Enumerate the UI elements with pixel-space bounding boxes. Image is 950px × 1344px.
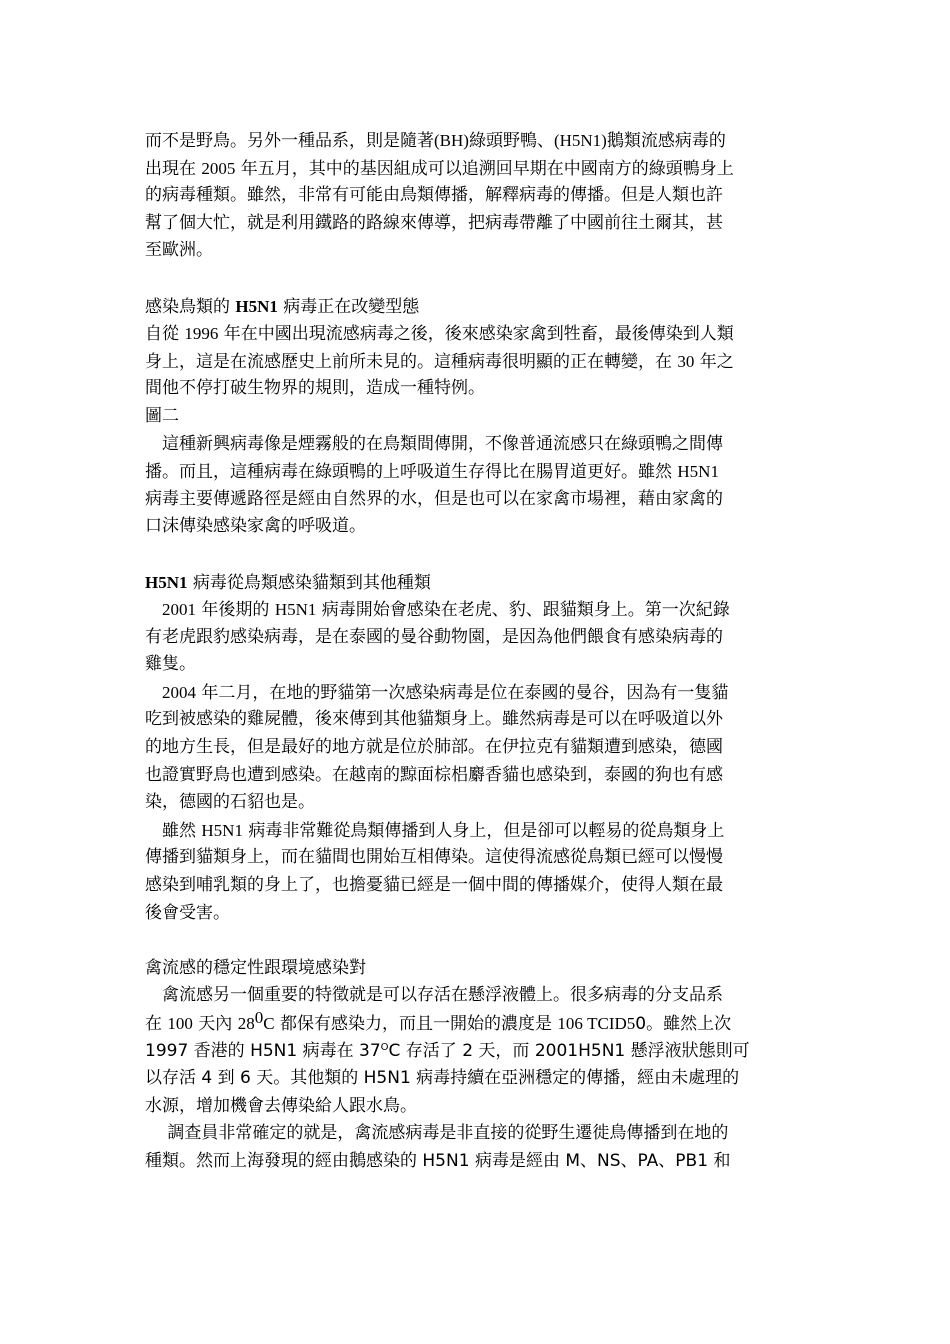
text-run: 年在中國出現流感病毒之後，後來感染家禽到牲畜，最後傳染到人類 <box>218 324 734 345</box>
paragraph-line <box>145 1038 810 1066</box>
text-run <box>145 600 162 620</box>
text-run: 病毒正在改變型態 <box>277 296 420 317</box>
section-heading: 禽流感的穩定性跟環境感染對 <box>145 957 366 978</box>
text-run: 年之 <box>694 351 734 372</box>
paragraph-line <box>145 817 810 845</box>
paragraph-line: 吃到被感染的雞屍體，後來傳到其他貓類身上。雖然病毒是可以在呼吸道以外 <box>145 709 723 730</box>
paragraph-line <box>145 431 810 459</box>
text-run: 30 <box>677 351 695 371</box>
superscript: 0 <box>254 1008 264 1027</box>
text-run: C <box>263 1014 275 1033</box>
text-run: 2001 <box>162 600 196 620</box>
text-run: 這種新興病毒像是煙霧般的在鳥類間傳開，不像普通流感只在綠頭鴨之間傳 <box>145 433 723 454</box>
text-run: 2005 <box>201 158 236 178</box>
section-heading <box>145 293 810 321</box>
paragraph-line: 也證實野鳥也遭到感染。在越南的黥面棕梠麝香貓也感染到，泰國的狗也有感 <box>145 764 723 785</box>
text-run: 0。雖然上次 <box>635 1014 732 1034</box>
text-run: 而不是野鳥。另外一種品系，則是隨著 <box>145 131 434 151</box>
blank-line <box>145 927 810 955</box>
paragraph-line: 有老虎跟豹感染病毒，是在泰國的曼谷動物園，是因為他們餵食有感染病毒的 <box>145 626 723 647</box>
paragraph-line: 幫了個大忙，就是利用鐵路的路線來傳導，把病毒帶離了中國前往土爾其，甚 <box>145 212 723 233</box>
text-run: 病毒開始會感染在老虎、豹、跟貓類身上。第一次紀錄 <box>316 600 730 621</box>
text-run: H5N1 <box>274 600 317 620</box>
text-run: (BH) <box>434 131 469 150</box>
text-run: 年二月，在地的野貓第一次感染病毒是位在泰國的曼谷，因為有一隻貓 <box>196 682 729 703</box>
figure-label: 圖二 <box>145 405 179 426</box>
text-run: H5N1 <box>677 462 719 482</box>
paragraph-line: 口沫傳染感染家禽的呼吸道。 <box>145 516 366 537</box>
text-run: H5N1 <box>235 296 278 316</box>
text-run: 病毒非常難從鳥類傳播到人身上，但是卻可以輕易的從鳥類身上 <box>242 820 725 841</box>
paragraph-line <box>145 127 810 155</box>
paragraph-line: 水源，增加機會去傳染給人跟水鳥。 <box>145 1095 417 1116</box>
text-run: 2004 <box>162 682 196 702</box>
blank-line <box>145 541 810 569</box>
paragraph-line: 間他不停打破生物界的規則，造成一種特例。 <box>145 378 485 399</box>
paragraph-line: 以存活 4 到 6 天。其他類的 H5N1 病毒持續在亞洲穩定的傳播，經由未處理的 <box>145 1068 740 1089</box>
text-run: 1997 香港的 H5N1 病毒在 37 <box>145 1040 381 1061</box>
paragraph-line: 調查員非常確定的就是，禽流感病毒是非直接的從野生遷徙鳥傳播到在地的 <box>145 1123 729 1144</box>
text-run: 自從 <box>145 324 185 345</box>
text-run: 出現在 <box>145 158 202 179</box>
document-page <box>145 127 810 1176</box>
paragraph-line <box>145 596 810 624</box>
paragraph-line: 病毒主要傳遞路徑是經由自然界的水，但是也可以在家禽市場裡，藉由家禽的 <box>145 488 723 509</box>
text-run <box>145 683 162 703</box>
text-run: 身上，這是在流感歷史上前所未見的。這種病毒很明顯的正在轉變，在 <box>145 351 678 372</box>
text-run: 播。而且，這種病毒在綠頭鴨的上呼吸道生存得比在腸胃道更好。雖然 <box>145 462 678 483</box>
blank-line <box>145 265 810 293</box>
paragraph-line <box>145 458 810 486</box>
paragraph-line <box>145 320 810 348</box>
text-run: 雖然 <box>145 820 202 841</box>
text-run: 都保有感染力，而且一開始的濃度是 <box>274 1014 558 1034</box>
paragraph-line: 後會受害。 <box>145 902 230 923</box>
text-run: H5N1 <box>201 820 243 840</box>
paragraph-line: 的病毒種類。雖然，非常有可能由鳥類傳播，解釋病毒的傳播。但是人類也許 <box>145 185 723 206</box>
paragraph-line: 雞隻。 <box>145 654 196 675</box>
text-run: 鵝類流感病毒的 <box>606 131 726 151</box>
paragraph-line: 至歐洲。 <box>145 240 213 261</box>
text-run: 綠頭野鴨、 <box>468 131 554 151</box>
text-run: C 存活了 2 天，而 2001H5N1 懸浮液狀態則可 <box>388 1040 750 1061</box>
section-heading <box>145 569 810 597</box>
text-run: 年後期的 <box>196 600 275 621</box>
superscript: O <box>380 1041 389 1053</box>
paragraph-line: 禽流感另一個重要的特徵就是可以存活在懸浮液體上。很多病毒的分支品系 <box>145 985 723 1006</box>
paragraph-line: 染，德國的石貂也是。 <box>145 792 315 813</box>
text-run: 年五月，其中的基因組成可以追溯回早期在中國南方的綠頭鴨身上 <box>235 158 734 179</box>
text-run: 在 <box>145 1014 168 1034</box>
text-run: H5N1 <box>145 572 188 592</box>
paragraph-line <box>145 348 810 376</box>
text-run: 28 <box>237 1014 255 1033</box>
paragraph-line: 傳播到貓類身上，而在貓間也開始互相傳染。這使得流感從鳥類已經可以慢慢 <box>145 847 723 868</box>
text-run: 106 TCID5 <box>557 1014 636 1033</box>
paragraph-line <box>145 155 810 183</box>
paragraph-line: 的地方生長，但是最好的地方就是位於肺部。在伊拉克有貓類遭到感染，德國 <box>145 737 723 758</box>
text-run: 100 <box>167 1014 193 1033</box>
text-run: 1996 <box>184 324 219 344</box>
paragraph-line: 感染到哺乳類的身上了，也擔憂貓已經是一個中間的傳播媒介，使得人類在最 <box>145 875 723 896</box>
paragraph-line <box>145 679 810 707</box>
paragraph-line: 種類。然而上海發現的經由鵝感染的 H5N1 病毒是經由 M、NS、PA、PB1 和 <box>145 1150 731 1171</box>
text-run: (H5N1) <box>553 131 607 150</box>
text-run: 感染鳥類的 <box>145 296 236 317</box>
paragraph-line <box>145 1010 810 1038</box>
text-run: 天內 <box>192 1014 238 1034</box>
text-run: 病毒從鳥類感染貓類到其他種類 <box>187 572 431 593</box>
